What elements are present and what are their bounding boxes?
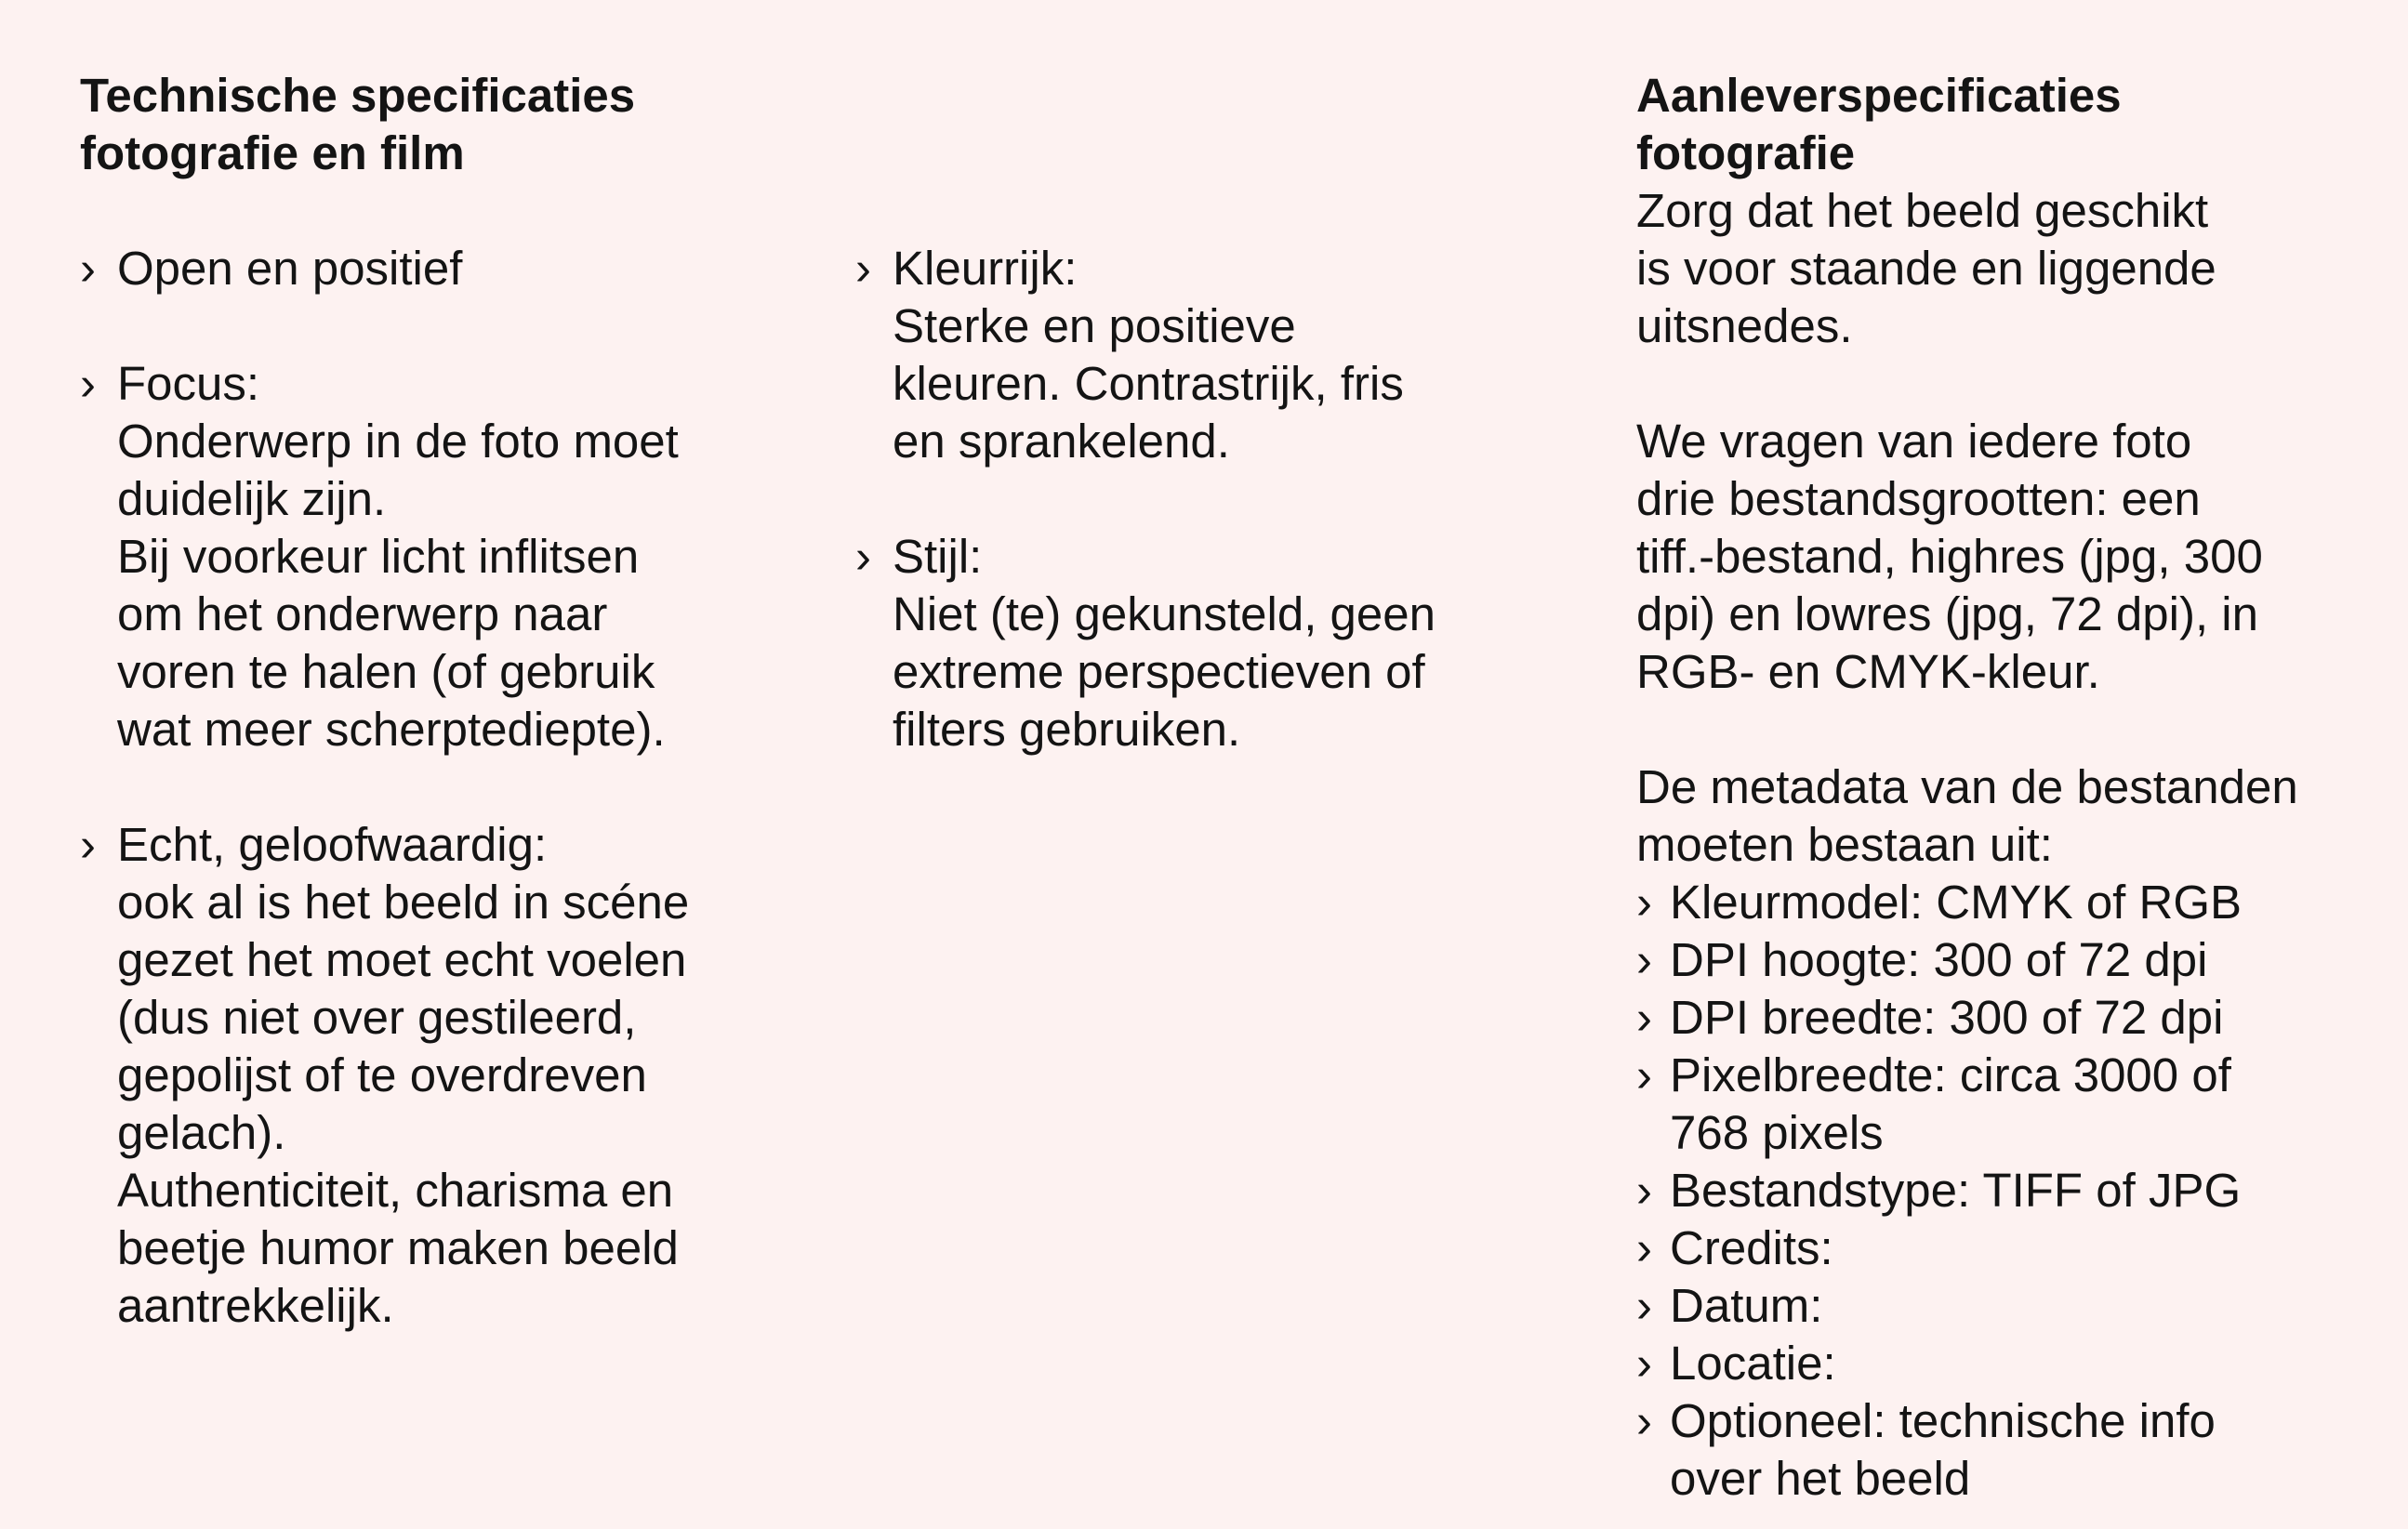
delivery-specs-column [1636, 67, 2399, 1508]
heading-line: fotografie [1636, 126, 1856, 179]
item-line: Credits: [1670, 1221, 1833, 1274]
item-line: DPI hoogte: 300 of 72 dpi [1670, 933, 2208, 986]
metadata-list [1636, 874, 2399, 1508]
paragraph-line: moeten bestaan uit: [1636, 818, 2053, 871]
item-line: Onderwerp in de foto moet [117, 415, 679, 468]
item-line: gelach). [117, 1106, 286, 1159]
paragraph-line: tiff.-bestand, highres (jpg, 300 [1636, 530, 2263, 583]
chevron-right-icon: › [1636, 991, 1652, 1044]
list-item [1636, 1277, 2399, 1335]
list-item [1636, 931, 2399, 989]
item-line: aantrekkelijk. [117, 1279, 394, 1332]
chevron-right-icon: › [855, 242, 871, 295]
item-line: Pixelbreedte: circa 3000 of [1670, 1048, 2231, 1101]
list-item [1636, 1392, 2399, 1508]
item-line: Niet (te) gekunsteld, geen [893, 587, 1436, 640]
delivery-specs-heading [1636, 67, 2399, 182]
list-item-kleurrijk [855, 240, 1599, 470]
item-line: Stijl: [893, 530, 983, 583]
item-line: over het beeld [1670, 1452, 1971, 1505]
item-line: wat meer scherptediepte). [117, 703, 666, 756]
item-line: om het onderwerp naar [117, 587, 608, 640]
chevron-right-icon: › [1636, 933, 1652, 986]
chevron-right-icon: › [1636, 1337, 1652, 1390]
paragraph-line: De metadata van de bestanden [1636, 760, 2298, 813]
item-line: Kleurrijk: [893, 242, 1078, 295]
item-line: Focus: [117, 357, 260, 410]
paragraph-line: dpi) en lowres (jpg, 72 dpi), in [1636, 587, 2259, 640]
item-line: en sprankelend. [893, 415, 1230, 468]
item-line: Kleurmodel: CMYK of RGB [1670, 876, 2243, 929]
chevron-right-icon: › [1636, 1279, 1652, 1332]
list-item-focus [80, 355, 824, 758]
list-item [1636, 874, 2399, 931]
paragraph-line: We vragen van iedere foto [1636, 415, 2192, 468]
chevron-right-icon: › [1636, 876, 1652, 929]
list-item-open-positief [80, 240, 824, 297]
chevron-right-icon: › [80, 357, 96, 410]
chevron-right-icon: › [1636, 1048, 1652, 1101]
item-line: DPI breedte: 300 of 72 dpi [1670, 991, 2224, 1044]
paragraph-line: is voor staande en liggende [1636, 242, 2216, 295]
item-line: ook al is het beeld in scéne [117, 876, 690, 929]
paragraph-line: drie bestandsgrootten: een [1636, 472, 2201, 525]
item-line: Bij voorkeur licht inflitsen [117, 530, 640, 583]
item-line: filters gebruiken. [893, 703, 1241, 756]
item-line: Sterke en positieve [893, 299, 1296, 352]
metadata-paragraph [1636, 758, 2399, 874]
item-line: voren te halen (of gebruik [117, 645, 655, 698]
list-item [1636, 1219, 2399, 1277]
technical-specs-heading [80, 67, 824, 182]
item-line: 768 pixels [1670, 1106, 1884, 1159]
item-line: gepolijst of te overdreven [117, 1048, 647, 1101]
file-sizes-paragraph [1636, 413, 2399, 701]
style-specs-column [855, 240, 1599, 758]
chevron-right-icon: › [1636, 1394, 1652, 1447]
paragraph-line: uitsnedes. [1636, 299, 1853, 352]
intro-paragraph [1636, 182, 2399, 355]
item-line: duidelijk zijn. [117, 472, 387, 525]
chevron-right-icon: › [1636, 1164, 1652, 1217]
chevron-right-icon: › [855, 530, 871, 583]
list-item [1636, 1335, 2399, 1392]
item-line: Bestandstype: TIFF of JPG [1670, 1164, 2242, 1217]
heading-line: Aanleverspecificaties [1636, 69, 2122, 122]
list-item-stijl [855, 528, 1599, 758]
chevron-right-icon: › [80, 818, 96, 871]
list-item-echt-geloofwaardig [80, 816, 824, 1335]
chevron-right-icon: › [80, 242, 96, 295]
paragraph-line: RGB- en CMYK-kleur. [1636, 645, 2100, 698]
item-line: Authenticiteit, charisma en [117, 1164, 674, 1217]
item-line: Datum: [1670, 1279, 1823, 1332]
item-line: kleuren. Contrastrijk, fris [893, 357, 1404, 410]
heading-line: Technische specificaties [80, 69, 636, 122]
technical-specs-column [80, 67, 824, 1335]
item-line: Locatie: [1670, 1337, 1836, 1390]
item-line: gezet het moet echt voelen [117, 933, 687, 986]
heading-line: fotografie en film [80, 126, 465, 179]
item-line: Echt, geloofwaardig: [117, 818, 548, 871]
item-line: (dus niet over gestileerd, [117, 991, 637, 1044]
item-line: Open en positief [117, 242, 463, 295]
list-item [1636, 1047, 2399, 1162]
list-item [1636, 1162, 2399, 1219]
item-line: extreme perspectieven of [893, 645, 1425, 698]
list-item [1636, 989, 2399, 1047]
item-line: beetje humor maken beeld [117, 1221, 679, 1274]
chevron-right-icon: › [1636, 1221, 1652, 1274]
paragraph-line: Zorg dat het beeld geschikt [1636, 184, 2209, 237]
item-line: Optioneel: technische info [1670, 1394, 2216, 1447]
